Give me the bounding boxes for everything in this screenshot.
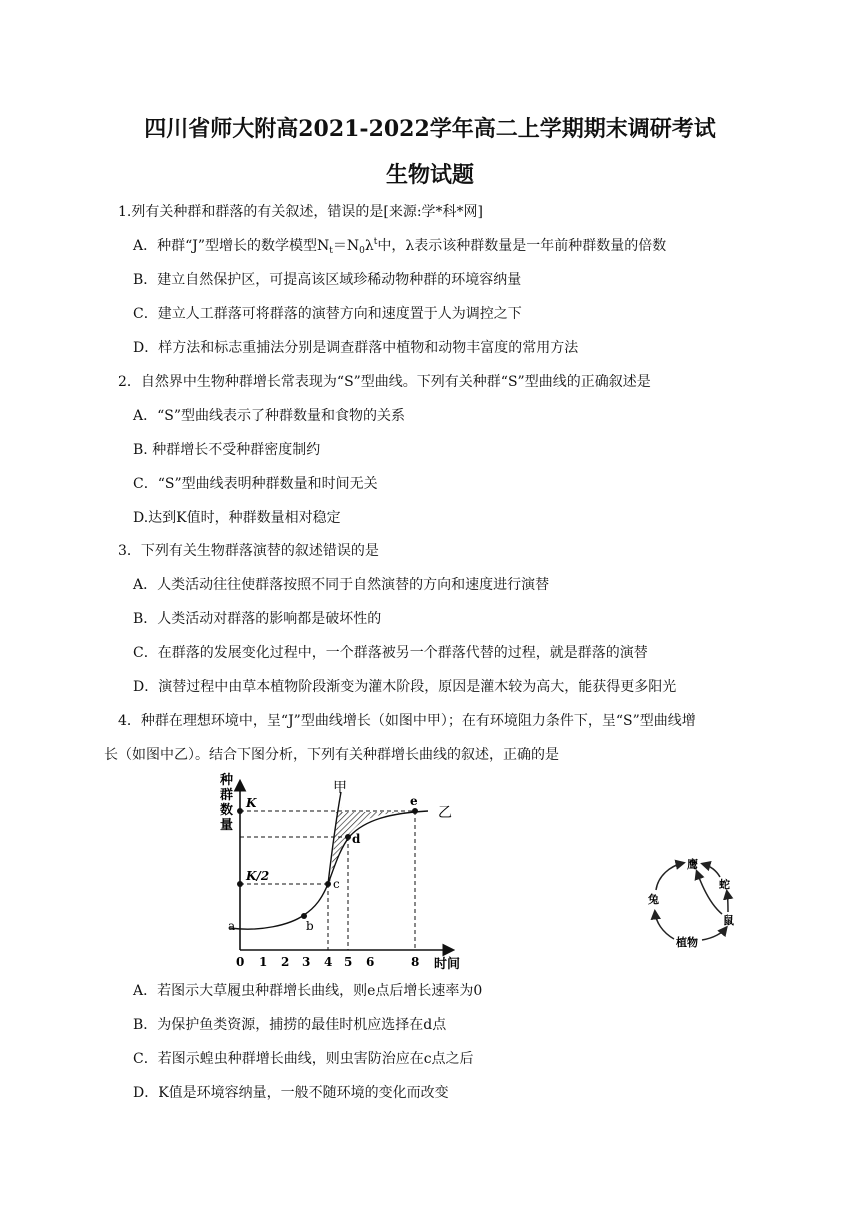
question-1-option-b: B．建立自然保护区，可提高该区域珍稀动物种群的环境容纳量	[133, 272, 522, 288]
node-snake: 蛇	[719, 878, 730, 891]
x-tick-1: 1	[259, 955, 268, 969]
label-b: b	[306, 919, 314, 933]
question-4-option-a: A．若图示大草履虫种群增长曲线，则e点后增长速率为0	[133, 983, 483, 999]
y-label-3: 数	[220, 803, 234, 818]
question-2-option-c: C．“S”型曲线表明种群数量和时间无关	[133, 476, 378, 492]
x-tick-4: 4	[324, 955, 333, 969]
question-1-stem: 1.列有关种群和群落的有关叙述，错误的是[来源:学*科*网]	[118, 204, 483, 220]
x-axis-label: 时间	[434, 957, 461, 970]
x-tick-5: 5	[344, 955, 353, 969]
point-d	[345, 834, 351, 840]
curve-j-label: 甲	[333, 780, 347, 796]
question-3-option-d: D．演替过程中由草本植物阶段渐变为灌木阶段，原因是灌木较为高大，能获得更多阳光	[133, 679, 677, 695]
x-tick-0: 0	[236, 955, 245, 969]
tick-k-half: K/2	[246, 869, 270, 883]
point-c	[325, 881, 331, 887]
node-eagle: 鹰	[687, 858, 698, 871]
node-rat: 鼠	[723, 914, 734, 927]
label-c: c	[333, 877, 340, 891]
question-4-option-b: B．为保护鱼类资源，捕捞的最佳时机应选择在d点	[133, 1017, 447, 1033]
question-1-option-a: A．种群“J”型增长的数学模型$N_t=N_0\lambda^t$中，λ表示该种群数量是一年前种群数量的倍数	[133, 237, 667, 256]
population-growth-figure	[220, 770, 465, 970]
y-label-2: 群	[220, 788, 234, 803]
question-3-option-a: A．人类活动往往使群落按照不同于自然演替的方向和速度进行演替	[133, 577, 550, 593]
page-subtitle: 生物试题	[385, 162, 474, 188]
question-3-option-b: B．人类活动对群落的影响都是破坏性的	[133, 611, 382, 627]
question-1-option-d: D．样方法和标志重捕法分别是调查群落中植物和动物丰富度的常用方法	[133, 340, 579, 356]
question-2-option-b: B. 种群增长不受种群密度制约	[133, 442, 321, 458]
curve-s-label: 乙	[438, 805, 452, 821]
tick-k: K	[246, 796, 257, 810]
x-tick-6: 6	[366, 955, 375, 969]
node-rabbit: 兔	[648, 893, 659, 906]
point-k	[237, 808, 243, 814]
page-title: 四川省师大附高2021-2022学年高二上学期期末调研考试	[144, 116, 716, 142]
question-4-stem-line-2: 长（如图中乙）。结合下图分析，下列有关种群增长曲线的叙述，正确的是	[104, 747, 559, 763]
question-2-option-d: D.达到K值时，种群数量相对稳定	[133, 510, 341, 526]
label-e: e	[410, 794, 418, 808]
question-2-stem: 2．自然界中生物种群增长常表现为“S”型曲线。下列有关种群“S”型曲线的正确叙述是	[118, 374, 651, 390]
question-2-option-a: A．“S”型曲线表示了种群数量和食物的关系	[133, 408, 406, 424]
question-3-stem: 3．下列有关生物群落演替的叙述错误的是	[118, 543, 379, 559]
question-4-option-c: C．若图示蝗虫种群增长曲线，则虫害防治应在c点之后	[133, 1051, 474, 1067]
food-web-diagram	[640, 850, 750, 955]
question-4-option-d: D．K值是环境容纳量，一般不随环境的变化而改变	[133, 1085, 449, 1101]
x-tick-8: 8	[411, 955, 420, 969]
point-k-half	[237, 881, 243, 887]
y-label-4: 量	[220, 818, 234, 833]
label-a: a	[228, 919, 236, 933]
node-plant: 植物	[676, 936, 698, 949]
x-tick-3: 3	[302, 955, 311, 969]
question-1-option-c: C．建立人工群落可将群落的演替方向和速度置于人为调控之下	[133, 306, 522, 322]
point-e	[412, 808, 418, 814]
question-3-option-c: C．在群落的发展变化过程中，一个群落被另一个群落代替的过程，就是群落的演替	[133, 645, 648, 661]
y-label-1: 种	[220, 773, 234, 788]
question-4-stem-line-1: 4．种群在理想环境中，呈“J”型曲线增长（如图中甲）；在有环境阻力条件下，呈“S”型曲线增	[118, 713, 696, 729]
label-d: d	[352, 832, 361, 846]
x-tick-2: 2	[281, 955, 290, 969]
